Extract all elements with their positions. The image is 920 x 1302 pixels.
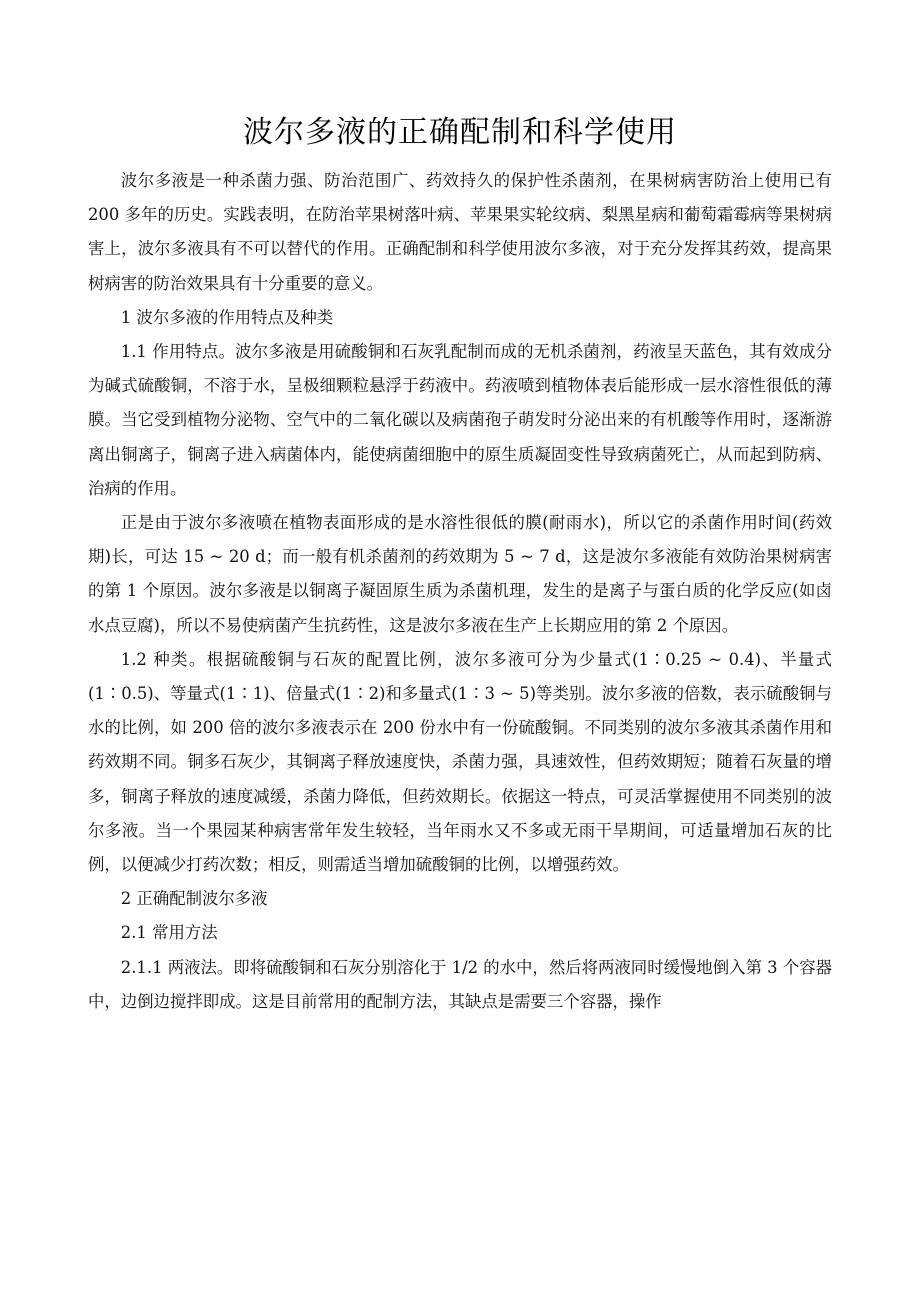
paragraph-intro: 波尔多液是一种杀菌力强、防治范围广、药效持久的保护性杀菌剂，在果树病害防治上使用已有 200 多年的历史。实践表明，在防治苹果树落叶病、苹果果实轮纹病、梨黑星病和葡萄霜霉病等果树病害上，波尔多液具有不可以替代的作用。正确配制和科学使用波尔多液，对于充分发挥其药效，提高果树病害的防治效果具有十分重要的意义。 xyxy=(88,171,832,293)
section-heading-1: 1 波尔多液的作用特点及种类 xyxy=(120,307,334,327)
paragraph-1-1: 1.1 作用特点。波尔多液是用硫酸铜和石灰乳配制而成的无机杀菌剂，药液呈天蓝色，其有效成分为碱式硫酸铜，不溶于水，呈极细颗粒悬浮于药液中。药液喷到植物体表后能形成一层水溶性很低的薄膜。当它受到植物分泌物、空气中的二氧化碳以及病菌孢子萌发时分泌出来的有机酸等作用时，逐渐游离出铜离子，铜离子进入病菌体内，能使病菌细胞中的原生质凝固变性导致病菌死亡，从而起到防病、治病的作用。 xyxy=(88,342,832,498)
document-title: 波尔多液的正确配制和科学使用 xyxy=(243,115,677,150)
paragraph-1-2: 1.2 种类。根据硫酸铜与石灰的配置比例，波尔多液可分为少量式(1∶0.25 ~ 0.4)、半量式(1∶0.5)、等量式(1∶1)、倍量式(1∶2)和多量式(1∶3 ~ 5)等类别。波尔多液的倍数，表示硫酸铜与水的比例，如 200 倍的波尔多液表示在 200 份水中有一份硫酸铜。不同类别的波尔多液其杀菌作用和药效期不同。铜多石灰少，其铜离子释放速度快，杀菌力强，具速效性，但药效期短；随着石灰量的增多，铜离子释放的速度减缓，杀菌力降低，但药效期长。依据这一特点，可灵活掌握使用不同类别的波尔多液。当一个果园某种病害常年发生较轻，当年雨水又不多或无雨干旱期间，可适量增加石灰的比例，以便减少打药次数；相反，则需适当增加硫酸铜的比例，以增强药效。 xyxy=(88,649,832,875)
section-heading-2: 2 正确配制波尔多液 xyxy=(120,889,268,909)
document-body xyxy=(88,164,832,1019)
paragraph-2-1-1: 2.1.1 两液法。即将硫酸铜和石灰分别溶化于 1/2 的水中，然后将两液同时缓慢地倒入第 3 个容器中，边倒边搅拌即成。这是目前常用的配制方法，其缺点是需要三个容器，操作 xyxy=(88,957,832,1011)
subsection-heading-2-1: 2.1 常用方法 xyxy=(120,923,218,943)
paragraph-1-1-continued: 正是由于波尔多液喷在植物表面形成的是水溶性很低的膜(耐雨水)，所以它的杀菌作用时间(药效期)长，可达 15 ~ 20 d；而一般有机杀菌剂的药效期为 5 ~ 7 d，这是波尔多液能有效防治果树病害的第 1 个原因。波尔多液是以铜离子凝固原生质为杀菌机理，发生的是离子与蛋白质的化学反应(如卤水点豆腐)，所以不易使病菌产生抗药性，这是波尔多液在生产上长期应用的第 2 个原因。 xyxy=(88,513,832,635)
